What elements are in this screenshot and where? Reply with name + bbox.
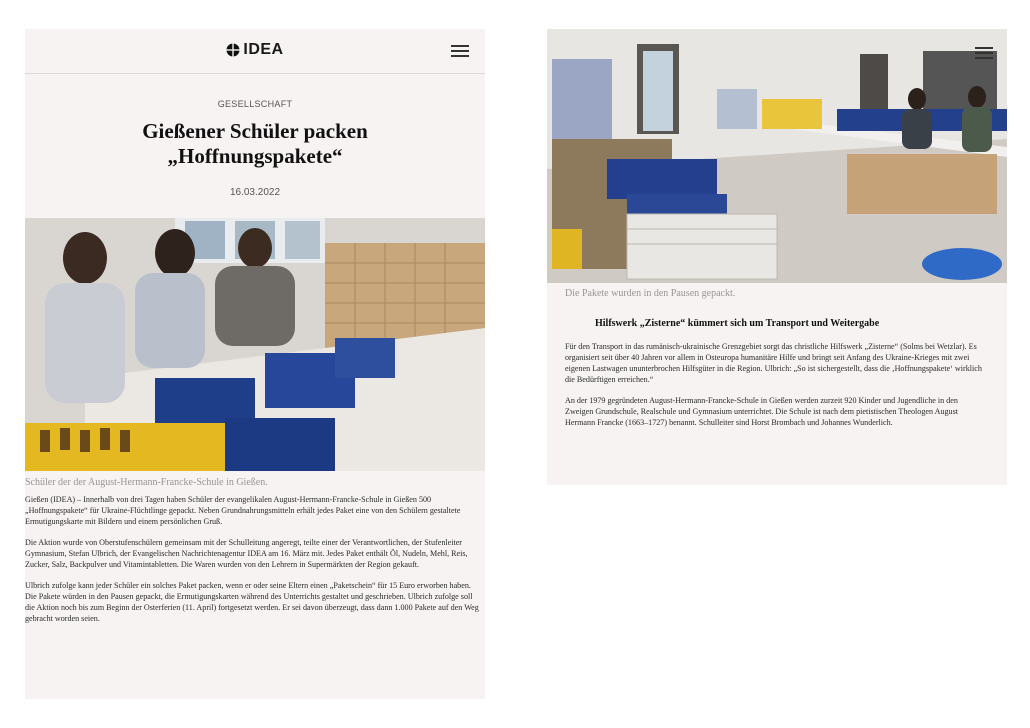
article-photo-students-packing <box>25 218 485 471</box>
paragraph: An der 1979 gegründeten August-Hermann-Francke-Schule in Gießen werden zurzeit 920 Kinder und Jugendliche in den Zweigen Grundschule, Realschule und Gymnasium unterrichtet. Die Schule ist nach dem pietistischen Theologen August Hermann Francke (1663–1727) benannt. Schulleiter sind Horst Brombach und Johannes Wunderlich. <box>565 395 958 428</box>
article-body <box>565 341 987 438</box>
site-header <box>25 29 485 74</box>
article-photo-packages-hall <box>547 29 1007 283</box>
article-panel-left <box>25 29 485 699</box>
globe-icon <box>226 43 240 57</box>
section-subhead: Hilfswerk „Zisterne“ kümmert sich um Transport und Weitergabe <box>595 318 880 329</box>
hamburger-menu-icon[interactable] <box>975 47 993 59</box>
headline-line-2: „Hoffnungspakete“ <box>167 144 343 168</box>
photo-caption: Die Pakete wurden in den Pausen gepackt. <box>565 288 736 299</box>
idea-logo[interactable] <box>25 41 485 59</box>
paragraph: Die Aktion wurde von Oberstufenschülern gemeinsam mit der Schulleitung angeregt, teilte einer der Verantwortlichen, der Stufenleiter Gymnasium, Stefan Ulbrich, der Evangelischen Nachrichtenagentur IDEA am 16. März mit. Jedes Paket enthält Öl, Nudeln, Mehl, Reis, Zucker, Salz, Backpulver und Vitamintabletten. Die Waren wurden von den Lehrern in Supermärkten der Region gekauft. <box>25 537 468 569</box>
article-date: 16.03.2022 <box>229 187 281 198</box>
headline-line-1: Gießener Schüler packen <box>142 119 368 143</box>
logo-text: IDEA <box>243 41 284 58</box>
paragraph: Ulbrich zufolge kann jeder Schüler ein solches Paket packen, wenn er oder seine Eltern einen „Paketschein“ für 15 Euro erworben haben. Die Pakete würden in den Pausen gepackt, die Ermutigungskarten während des Unterrichts gestaltet und geschrieben. Ulbrich zufolge soll die Aktion noch bis zum Beginn der Osterferien (11. April) fortgesetzt werden. Er sei davon überzeugt, dass dann 1.000 Pakete auf den Weg gebracht worden seien. <box>25 580 479 623</box>
paragraph: Für den Transport in das rumänisch-ukrainische Grenzgebiet sorgt das christliche Hilfswerk „Zisterne“ (Solms bei Wetzlar). Es organisiert seit über 40 Jahren vor allem in Osteuropa humanitäre Hilfe und bringt seit Anfang des Ukraine-Krieges mit zwei eigenen Lastwagen ununterbrochen Hilfsgüter in die Region. Ulbrich: „So ist sichergestellt, dass die ‚Hoffnungspakete‘ wirklich die Bedürftigen erreichen.“ <box>565 342 982 385</box>
photo-caption: Schüler der der August-Hermann-Francke-Schule in Gießen. <box>25 477 268 488</box>
article-body <box>25 494 481 633</box>
hamburger-menu-icon[interactable] <box>451 45 469 57</box>
article-category[interactable]: GESELLSCHAFT <box>217 99 293 109</box>
article-panel-right <box>547 29 1007 485</box>
article-headline <box>25 119 485 169</box>
paragraph: Gießen (IDEA) – Innerhalb von drei Tagen haben Schüler der evangelikalen August-Hermann-Francke-Schule in Gießen 500 „Hoffnungspakete“ für Ukraine-Flüchtlinge gepackt. Neben Grundnahrungsmitteln erhält jedes Paket eine von den Schülern gestaltete Ermutigungskarte mit Bildern und einem persönlichen Gruß. <box>25 495 461 527</box>
